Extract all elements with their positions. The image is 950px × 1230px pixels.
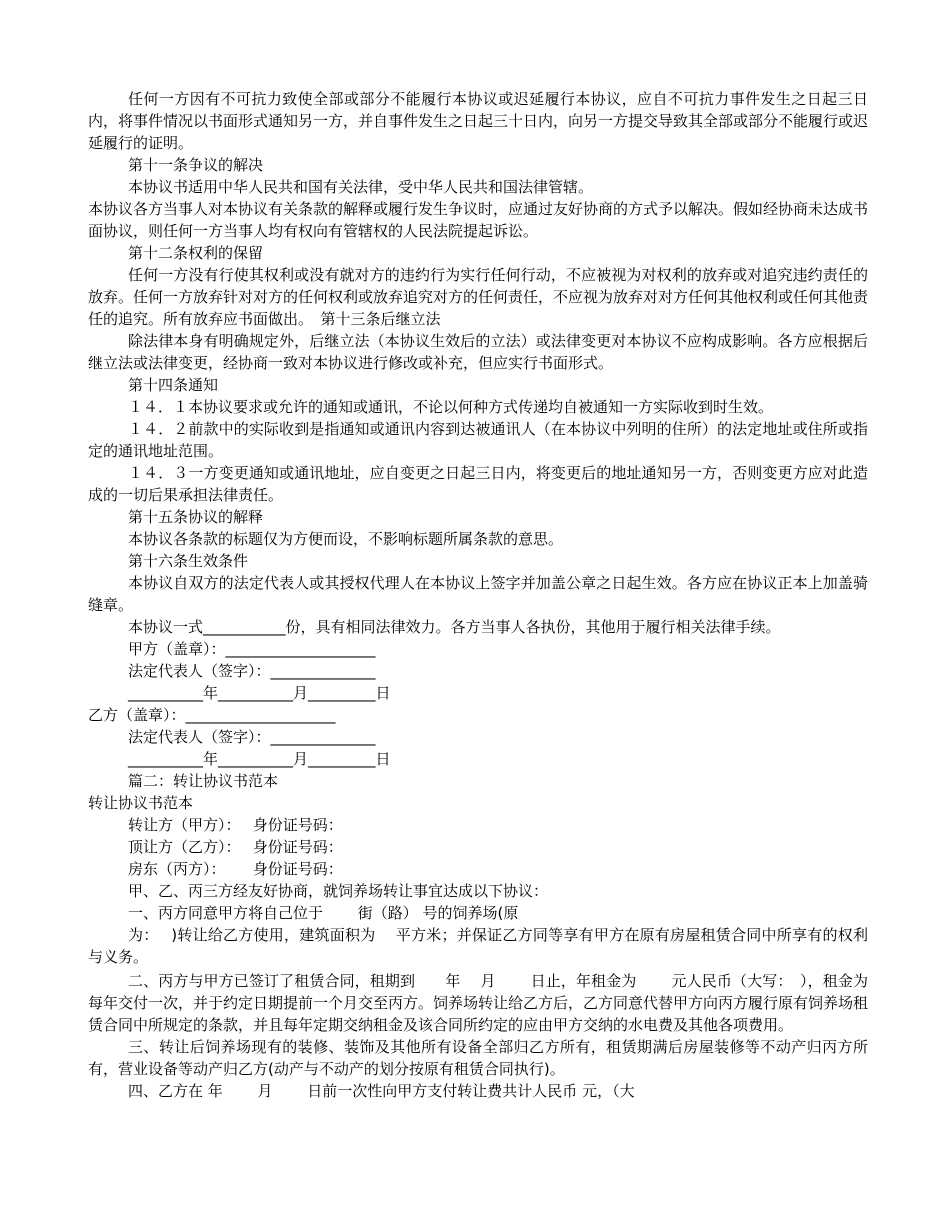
paragraph: 篇二：转让协议书范本 — [128, 772, 279, 790]
paragraph: 法定代表人（签字）：______________ — [128, 662, 376, 680]
paragraph: １４．２前款中的实际收到是指通知或通讯内容到达被通讯人（在本协议中列明的住所）的法定地址或住所或指定的通讯地址范围。 — [88, 420, 868, 460]
paragraph: 除法律本身有明确规定外，后继立法（本协议生效后的立法）或法律变更对本协议不应构成影响。各方应根据后继立法或法律变更，经协商一致对本协议进行修改或补充，但应实行书面形式。 — [88, 332, 868, 372]
paragraph: 二、丙方与甲方已签订了租赁合同，租期到 年 月 日止，年租金为 元人民币（大写： ），租金为每年交付一次，并于约定日期提前一个月交至丙方。饲养场转让给乙方后，乙方同意代替甲方向丙方履行原有饲养场租赁合同中所规定的条款，并且每年定期交纳租金及该合同所约定的应由甲方交纳的水电费及其他各项费用。 — [88, 972, 869, 1034]
paragraph: 甲、乙、丙三方经友好协商，就饲养场转让事宜达成以下协议： — [128, 882, 549, 900]
paragraph: 为： )转让给乙方使用，建筑面积为 平方米；并保证乙方同等享有甲方在原有房屋租赁合同中所享有的权利与义务。 — [88, 926, 868, 966]
paragraph: 转让协议书范本 — [88, 794, 194, 812]
paragraph: 转让方（甲方）： 身份证号码： — [128, 816, 343, 834]
paragraph: 乙方（盖章）：____________________ — [88, 706, 336, 724]
paragraph: 本协议书适用中华人民共和国有关法律，受中华人民共和国法律管辖。 — [128, 178, 594, 196]
paragraph: 本协议一式___________份，具有相同法律效力。各方当事人各执份，其他用于履行相关法律手续。 — [128, 618, 781, 636]
paragraph: １４．３一方变更通知或通讯地址，应自变更之日起三日内，将变更后的地址通知另一方，否则变更方应对此造成的一切后果承担法律责任。 — [88, 464, 868, 504]
paragraph: 第十二条权利的保留 — [128, 244, 264, 262]
paragraph: 法定代表人（签字）：______________ — [128, 728, 376, 746]
paragraph: 一、丙方同意甲方将自己位于 街（路） 号的饲养场(原 — [128, 904, 519, 922]
paragraph: 三、转让后饲养场现有的装修、装饰及其他所有设备全部归乙方所有，租赁期满后房屋装修等不动产归丙方所有，营业设备等动产归乙方(动产与不动产的划分按原有租赁合同执行)。 — [88, 1038, 868, 1078]
paragraph: 第十五条协议的解释 — [128, 508, 264, 526]
paragraph: __________年__________月_________日 — [128, 684, 391, 702]
paragraph: 甲方（盖章）：____________________ — [128, 640, 376, 658]
paragraph: 任何一方因有不可抗力致使全部或部分不能履行本协议或迟延履行本协议，应自不可抗力事件发生之日起三日内，将事件情况以书面形式通知另一方，并自事件发生之日起三十日内，向另一方提交导致其全部或部分不能履行或迟延履行的证明。 — [88, 90, 869, 152]
paragraph: １４．１本协议要求或允许的通知或通讯，不论以何种方式传递均自被通知一方实际收到时生效。 — [128, 398, 774, 416]
paragraph: 房东（丙方）： 身份证号码： — [128, 860, 343, 878]
document-body — [88, 88, 868, 1102]
paragraph: 本协议各方当事人对本协议有关条款的解释或履行发生争议时，应通过友好协商的方式予以解决。假如经协商未达成书面协议，则任何一方当事人均有权向有管辖权的人民法院提起诉讼。 — [88, 200, 869, 240]
paragraph: 顶让方（乙方）： 身份证号码： — [128, 838, 343, 856]
paragraph: 本协议各条款的标题仅为方便而设，不影响标题所属条款的意思。 — [128, 530, 564, 548]
paragraph: __________年__________月_________日 — [128, 750, 391, 768]
paragraph: 本协议自双方的法定代表人或其授权代理人在本协议上签字并加盖公章之日起生效。各方应在协议正本上加盖骑缝章。 — [88, 574, 868, 614]
paragraph: 第十四条通知 — [128, 376, 219, 394]
paragraph: 任何一方没有行使其权利或没有就对方的违约行为实行任何行动，不应被视为对权利的放弃或对追究违约责任的放弃。任何一方放弃针对对方的任何权利或放弃追究对方的任何责任，不应视为放弃对对方任何其他权利或任何其他责任的追究。所有放弃应书面做出。 第十三条后继立法 — [88, 266, 869, 328]
paragraph: 第十六条生效条件 — [128, 552, 249, 570]
paragraph: 四、乙方在 年 月 日前一次性向甲方支付转让费共计人民币 元，（大 — [128, 1082, 635, 1100]
paragraph: 第十一条争议的解决 — [128, 156, 264, 174]
